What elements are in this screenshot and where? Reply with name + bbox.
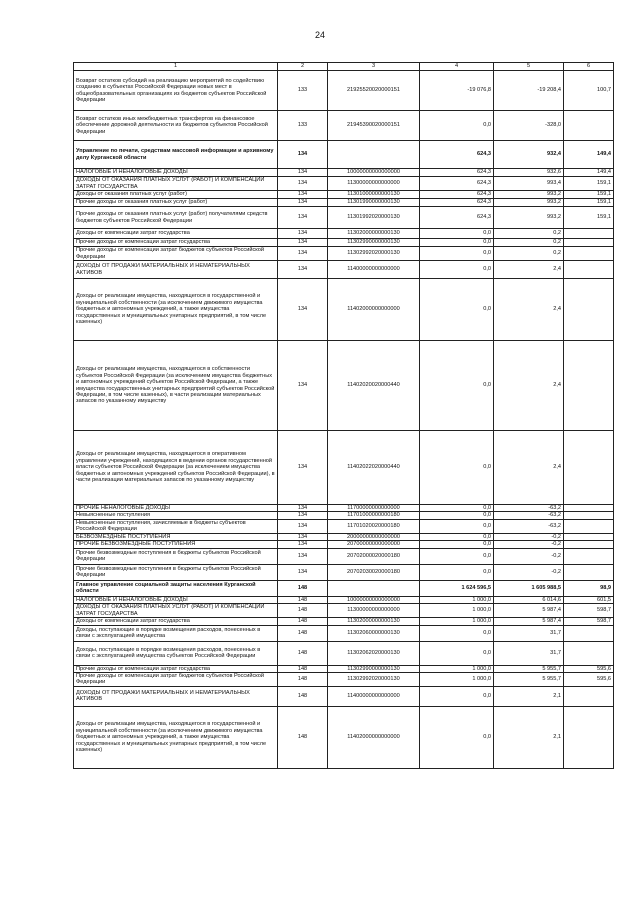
admin-code-cell: 134 — [278, 548, 328, 564]
percent-cell — [564, 279, 614, 341]
executed-value-cell: 2,4 — [494, 431, 564, 505]
executed-value-cell: 0,2 — [494, 229, 564, 239]
plan-value-cell: 0,0 — [420, 706, 494, 768]
plan-value-cell: 0,0 — [420, 247, 494, 261]
table-row — [74, 341, 614, 431]
percent-cell — [564, 111, 614, 141]
column-number-row — [74, 63, 614, 71]
table-row — [74, 505, 614, 512]
row-name-cell: Прочие доходы от компенсации затрат бюджетов субъектов Российской Федерации — [74, 672, 278, 686]
percent-cell: 598,7 — [564, 604, 614, 618]
row-name-cell: Возврат остатков иных межбюджетных трансфертов на финансовое обеспечение дорожной деятельности из бюджетов субъектов Российской Федерации — [74, 111, 278, 141]
table-row — [74, 604, 614, 618]
budget-code-cell: 21925520020000151 — [328, 71, 420, 111]
admin-code-cell: 134 — [278, 177, 328, 191]
row-name-cell: Доходы от компенсации затрат государства — [74, 229, 278, 239]
admin-code-cell: 134 — [278, 519, 328, 533]
budget-code-cell: 11302992020000130 — [328, 247, 420, 261]
plan-value-cell: 0,0 — [420, 341, 494, 431]
table-row — [74, 686, 614, 706]
executed-value-cell: 5 987,4 — [494, 618, 564, 625]
admin-code-cell: 134 — [278, 505, 328, 512]
executed-value-cell: 993,2 — [494, 199, 564, 207]
admin-code-cell: 134 — [278, 279, 328, 341]
admin-code-cell: 134 — [278, 199, 328, 207]
table-row — [74, 533, 614, 540]
executed-value-cell: 0,2 — [494, 247, 564, 261]
table-row — [74, 641, 614, 665]
plan-value-cell: 0,0 — [420, 641, 494, 665]
budget-code-cell: 11302990000000130 — [328, 239, 420, 247]
row-name-cell: Прочие безвозмездные поступления в бюджеты субъектов Российской Федерации — [74, 548, 278, 564]
executed-value-cell: 1 605 988,5 — [494, 580, 564, 596]
table-row — [74, 229, 614, 239]
executed-value-cell: 5 955,7 — [494, 665, 564, 672]
budget-code-cell: 10000000000000000 — [328, 169, 420, 177]
row-name-cell: Прочие доходы от компенсации затрат бюджетов субъектов Российской Федерации — [74, 247, 278, 261]
admin-code-cell: 134 — [278, 431, 328, 505]
admin-code-cell: 148 — [278, 618, 328, 625]
row-name-cell: Доходы от реализации имущества, находящегося в государственной и муниципальной собственности (за исключением движимого имущества бюджетных и автономных учреждений, а также имущества государственных и муниципальных унитарных предприятий, в том числе казенных) — [74, 706, 278, 768]
percent-cell: 159,1 — [564, 191, 614, 199]
admin-code-cell: 148 — [278, 665, 328, 672]
plan-value-cell: 1 000,0 — [420, 618, 494, 625]
percent-cell — [564, 564, 614, 580]
table-row — [74, 191, 614, 199]
admin-code-cell: 148 — [278, 604, 328, 618]
percent-cell — [564, 341, 614, 431]
budget-code-cell: 11300000000000000 — [328, 604, 420, 618]
table-body — [74, 71, 614, 769]
percent-cell — [564, 505, 614, 512]
table-row — [74, 596, 614, 603]
executed-value-cell: -63,2 — [494, 519, 564, 533]
table-row — [74, 141, 614, 169]
plan-value-cell: 624,3 — [420, 169, 494, 177]
executed-value-cell: -0,2 — [494, 564, 564, 580]
executed-value-cell: -63,2 — [494, 505, 564, 512]
budget-code-cell: 20702000020000180 — [328, 548, 420, 564]
table-row — [74, 111, 614, 141]
row-name-cell: Прочие доходы от компенсации затрат государства — [74, 665, 278, 672]
plan-value-cell: 624,3 — [420, 177, 494, 191]
budget-code-cell: 11402000000000000 — [328, 706, 420, 768]
executed-value-cell: -19 208,4 — [494, 71, 564, 111]
percent-cell — [564, 686, 614, 706]
row-name-cell: ПРОЧИЕ НЕНАЛОГОВЫЕ ДОХОДЫ — [74, 505, 278, 512]
percent-cell — [564, 512, 614, 519]
budget-code-cell: 11301000000000130 — [328, 191, 420, 199]
budget-code-cell: 11301992020000130 — [328, 207, 420, 229]
table-row — [74, 177, 614, 191]
percent-cell: 159,1 — [564, 177, 614, 191]
percent-cell: 98,9 — [564, 580, 614, 596]
executed-value-cell: 932,4 — [494, 141, 564, 169]
table-row — [74, 548, 614, 564]
row-name-cell: НАЛОГОВЫЕ И НЕНАЛОГОВЫЕ ДОХОДЫ — [74, 169, 278, 177]
plan-value-cell: 624,3 — [420, 141, 494, 169]
row-name-cell: ДОХОДЫ ОТ ОКАЗАНИЯ ПЛАТНЫХ УСЛУГ (РАБОТ) И КОМПЕНСАЦИИ ЗАТРАТ ГОСУДАРСТВА — [74, 604, 278, 618]
table-row — [74, 564, 614, 580]
percent-cell — [564, 706, 614, 768]
row-name-cell: Доходы, поступающие в порядке возмещения расходов, понесенных в связи с эксплуатацией имущества субъектов Российской Федерации — [74, 641, 278, 665]
plan-value-cell: 0,0 — [420, 239, 494, 247]
plan-value-cell: 0,0 — [420, 686, 494, 706]
executed-value-cell: 5 987,4 — [494, 604, 564, 618]
admin-code-cell: 148 — [278, 706, 328, 768]
budget-code-cell: 11701020020000180 — [328, 519, 420, 533]
percent-cell — [564, 641, 614, 665]
admin-code-cell: 134 — [278, 169, 328, 177]
revenue-table — [73, 62, 614, 769]
column-header: 2 — [278, 63, 328, 71]
budget-code-cell: 11400000000000000 — [328, 686, 420, 706]
page-number: 24 — [314, 30, 325, 40]
admin-code-cell: 148 — [278, 641, 328, 665]
row-name-cell: Главное управление социальной защиты населения Курганской области — [74, 580, 278, 596]
table-row — [74, 665, 614, 672]
plan-value-cell: 0,0 — [420, 505, 494, 512]
row-name-cell: Доходы от реализации имущества, находящегося в государственной и муниципальной собственности (за исключением движимого имущества бюджетных и автономных учреждений, а также имущества государственных и муниципальных унитарных предприятий, в том числе казенных) — [74, 279, 278, 341]
admin-code-cell: 134 — [278, 564, 328, 580]
column-header: 1 — [74, 63, 278, 71]
plan-value-cell: 0,0 — [420, 229, 494, 239]
percent-cell — [564, 541, 614, 548]
table-row — [74, 706, 614, 768]
plan-value-cell: 0,0 — [420, 512, 494, 519]
budget-code-cell: 11402000000000000 — [328, 279, 420, 341]
executed-value-cell: 932,6 — [494, 169, 564, 177]
executed-value-cell: 2,4 — [494, 279, 564, 341]
row-name-cell: Доходы от реализации имущества, находящегося в собственности субъектов Российской Федерации (за исключением имущества бюджетных и автономных учреждений субъектов Российской Федерации, а также имущества государственных унитарных предприятий субъектов Российской Федерации, в том числе казенных), в части реализации материальных запасов по указанному имуществу — [74, 341, 278, 431]
budget-code-cell — [328, 580, 420, 596]
executed-value-cell: 0,2 — [494, 239, 564, 247]
row-name-cell: Доходы, поступающие в порядке возмещения расходов, понесенных в связи с эксплуатацией имущества — [74, 625, 278, 641]
admin-code-cell: 134 — [278, 229, 328, 239]
table-row — [74, 199, 614, 207]
percent-cell: 159,1 — [564, 207, 614, 229]
admin-code-cell: 134 — [278, 239, 328, 247]
plan-value-cell: 0,0 — [420, 548, 494, 564]
admin-code-cell: 148 — [278, 580, 328, 596]
executed-value-cell: 2,1 — [494, 706, 564, 768]
admin-code-cell: 133 — [278, 71, 328, 111]
percent-cell: 149,4 — [564, 169, 614, 177]
admin-code-cell: 134 — [278, 541, 328, 548]
table-row — [74, 71, 614, 111]
admin-code-cell: 134 — [278, 141, 328, 169]
executed-value-cell: 2,1 — [494, 686, 564, 706]
percent-cell — [564, 625, 614, 641]
row-name-cell: ДОХОДЫ ОТ ПРОДАЖИ МАТЕРИАЛЬНЫХ И НЕМАТЕРИАЛЬНЫХ АКТИВОВ — [74, 261, 278, 279]
column-header: 6 — [564, 63, 614, 71]
plan-value-cell: 0,0 — [420, 564, 494, 580]
table-row — [74, 618, 614, 625]
budget-code-cell: 11301990000000130 — [328, 199, 420, 207]
plan-value-cell: 0,0 — [420, 279, 494, 341]
table-row — [74, 541, 614, 548]
table-row — [74, 519, 614, 533]
percent-cell: 159,1 — [564, 199, 614, 207]
executed-value-cell: -0,2 — [494, 533, 564, 540]
admin-code-cell: 134 — [278, 341, 328, 431]
admin-code-cell: 148 — [278, 672, 328, 686]
budget-code-cell: 11302060000000130 — [328, 625, 420, 641]
row-name-cell: ДОХОДЫ ОТ ПРОДАЖИ МАТЕРИАЛЬНЫХ И НЕМАТЕРИАЛЬНЫХ АКТИВОВ — [74, 686, 278, 706]
plan-value-cell: 1 000,0 — [420, 596, 494, 603]
plan-value-cell: 0,0 — [420, 261, 494, 279]
row-name-cell: Прочие безвозмездные поступления в бюджеты субъектов Российской Федерации — [74, 564, 278, 580]
budget-code-cell: 21945390020000151 — [328, 111, 420, 141]
table-row — [74, 239, 614, 247]
row-name-cell: Прочие доходы от компенсации затрат государства — [74, 239, 278, 247]
percent-cell: 598,7 — [564, 618, 614, 625]
row-name-cell: Управление по печати, средствам массовой информации и архивному делу Курганской области — [74, 141, 278, 169]
plan-value-cell: 0,0 — [420, 541, 494, 548]
percent-cell — [564, 548, 614, 564]
executed-value-cell: 2,4 — [494, 341, 564, 431]
executed-value-cell: 31,7 — [494, 641, 564, 665]
executed-value-cell: 31,7 — [494, 625, 564, 641]
budget-code-cell: 11402020020000440 — [328, 341, 420, 431]
plan-value-cell: 0,0 — [420, 431, 494, 505]
admin-code-cell: 134 — [278, 512, 328, 519]
plan-value-cell: 0,0 — [420, 519, 494, 533]
admin-code-cell: 148 — [278, 625, 328, 641]
budget-code-cell: 11302000000000130 — [328, 618, 420, 625]
table-row — [74, 512, 614, 519]
plan-value-cell: 624,3 — [420, 191, 494, 199]
admin-code-cell: 148 — [278, 686, 328, 706]
executed-value-cell: 993,4 — [494, 177, 564, 191]
plan-value-cell: 0,0 — [420, 533, 494, 540]
executed-value-cell: -0,2 — [494, 541, 564, 548]
row-name-cell: Прочие доходы от оказания платных услуг (работ) получателями средств бюджетов субъектов Российской Федерации — [74, 207, 278, 229]
table-row — [74, 431, 614, 505]
percent-cell — [564, 247, 614, 261]
plan-value-cell: 1 000,0 — [420, 672, 494, 686]
budget-code-cell: 11700000000000000 — [328, 505, 420, 512]
plan-value-cell: 0,0 — [420, 111, 494, 141]
row-name-cell: Невыясненные поступления, зачисляемые в бюджеты субъектов Российской Федерации — [74, 519, 278, 533]
table-row — [74, 261, 614, 279]
executed-value-cell: 993,2 — [494, 207, 564, 229]
percent-cell: 149,4 — [564, 141, 614, 169]
executed-value-cell: -0,2 — [494, 548, 564, 564]
admin-code-cell: 134 — [278, 191, 328, 199]
row-name-cell: Доходы от оказания платных услуг (работ) — [74, 191, 278, 199]
budget-code-cell: 11300000000000000 — [328, 177, 420, 191]
executed-value-cell: 993,2 — [494, 191, 564, 199]
table-row — [74, 169, 614, 177]
plan-value-cell: 1 000,0 — [420, 665, 494, 672]
budget-code-cell: 11302990000000130 — [328, 665, 420, 672]
admin-code-cell: 133 — [278, 111, 328, 141]
column-header: 5 — [494, 63, 564, 71]
admin-code-cell: 134 — [278, 247, 328, 261]
budget-code-cell: 11302000000000130 — [328, 229, 420, 239]
table-row — [74, 580, 614, 596]
column-header: 4 — [420, 63, 494, 71]
percent-cell: 601,5 — [564, 596, 614, 603]
budget-code-cell: 20702030020000180 — [328, 564, 420, 580]
plan-value-cell: -19 076,8 — [420, 71, 494, 111]
admin-code-cell: 134 — [278, 207, 328, 229]
admin-code-cell: 148 — [278, 596, 328, 603]
plan-value-cell: 1 624 596,5 — [420, 580, 494, 596]
budget-code-cell: 11402022020000440 — [328, 431, 420, 505]
row-name-cell: Невыясненные поступления — [74, 512, 278, 519]
row-name-cell: Доходы от компенсации затрат государства — [74, 618, 278, 625]
row-name-cell: Прочие доходы от оказания платных услуг (работ) — [74, 199, 278, 207]
table-row — [74, 247, 614, 261]
plan-value-cell: 624,3 — [420, 199, 494, 207]
executed-value-cell: 6 014,6 — [494, 596, 564, 603]
budget-code-cell — [328, 141, 420, 169]
budget-code-cell: 20000000000000000 — [328, 533, 420, 540]
executed-value-cell: -328,0 — [494, 111, 564, 141]
percent-cell — [564, 239, 614, 247]
plan-value-cell: 624,3 — [420, 207, 494, 229]
row-name-cell: Возврат остатков субсидий на реализацию мероприятий по содействию созданию в субъектах Российской Федерации новых мест в общеобразовательных организациях из бюджетов субъектов Российской Федерации — [74, 71, 278, 111]
percent-cell — [564, 431, 614, 505]
row-name-cell: ДОХОДЫ ОТ ОКАЗАНИЯ ПЛАТНЫХ УСЛУГ (РАБОТ) И КОМПЕНСАЦИИ ЗАТРАТ ГОСУДАРСТВА — [74, 177, 278, 191]
budget-code-cell: 11400000000000000 — [328, 261, 420, 279]
percent-cell: 100,7 — [564, 71, 614, 111]
budget-code-cell: 11302062020000130 — [328, 641, 420, 665]
row-name-cell: ПРОЧИЕ БЕЗВОЗМЕЗДНЫЕ ПОСТУПЛЕНИЯ — [74, 541, 278, 548]
budget-code-cell: 20700000000000000 — [328, 541, 420, 548]
table-row — [74, 672, 614, 686]
plan-value-cell: 0,0 — [420, 625, 494, 641]
percent-cell: 595,6 — [564, 665, 614, 672]
table-row — [74, 279, 614, 341]
row-name-cell: НАЛОГОВЫЕ И НЕНАЛОГОВЫЕ ДОХОДЫ — [74, 596, 278, 603]
percent-cell — [564, 261, 614, 279]
percent-cell — [564, 229, 614, 239]
table-row — [74, 625, 614, 641]
table-row — [74, 207, 614, 229]
percent-cell — [564, 519, 614, 533]
admin-code-cell: 134 — [278, 261, 328, 279]
percent-cell: 595,6 — [564, 672, 614, 686]
executed-value-cell: 2,4 — [494, 261, 564, 279]
executed-value-cell: -63,2 — [494, 512, 564, 519]
column-header: 3 — [328, 63, 420, 71]
percent-cell — [564, 533, 614, 540]
row-name-cell: БЕЗВОЗМЕЗДНЫЕ ПОСТУПЛЕНИЯ — [74, 533, 278, 540]
budget-code-cell: 10000000000000000 — [328, 596, 420, 603]
admin-code-cell: 134 — [278, 533, 328, 540]
plan-value-cell: 1 000,0 — [420, 604, 494, 618]
row-name-cell: Доходы от реализации имущества, находящегося в оперативном управлении учреждений, находящихся в ведении органов государственной власти субъектов Российской Федерации (за исключением имущества бюджетных и автономных учреждений субъектов Российской Федерации), в части реализации материальных запасов по указанному имуществу — [74, 431, 278, 505]
budget-code-cell: 11302992020000130 — [328, 672, 420, 686]
executed-value-cell: 5 955,7 — [494, 672, 564, 686]
budget-code-cell: 11701000000000180 — [328, 512, 420, 519]
